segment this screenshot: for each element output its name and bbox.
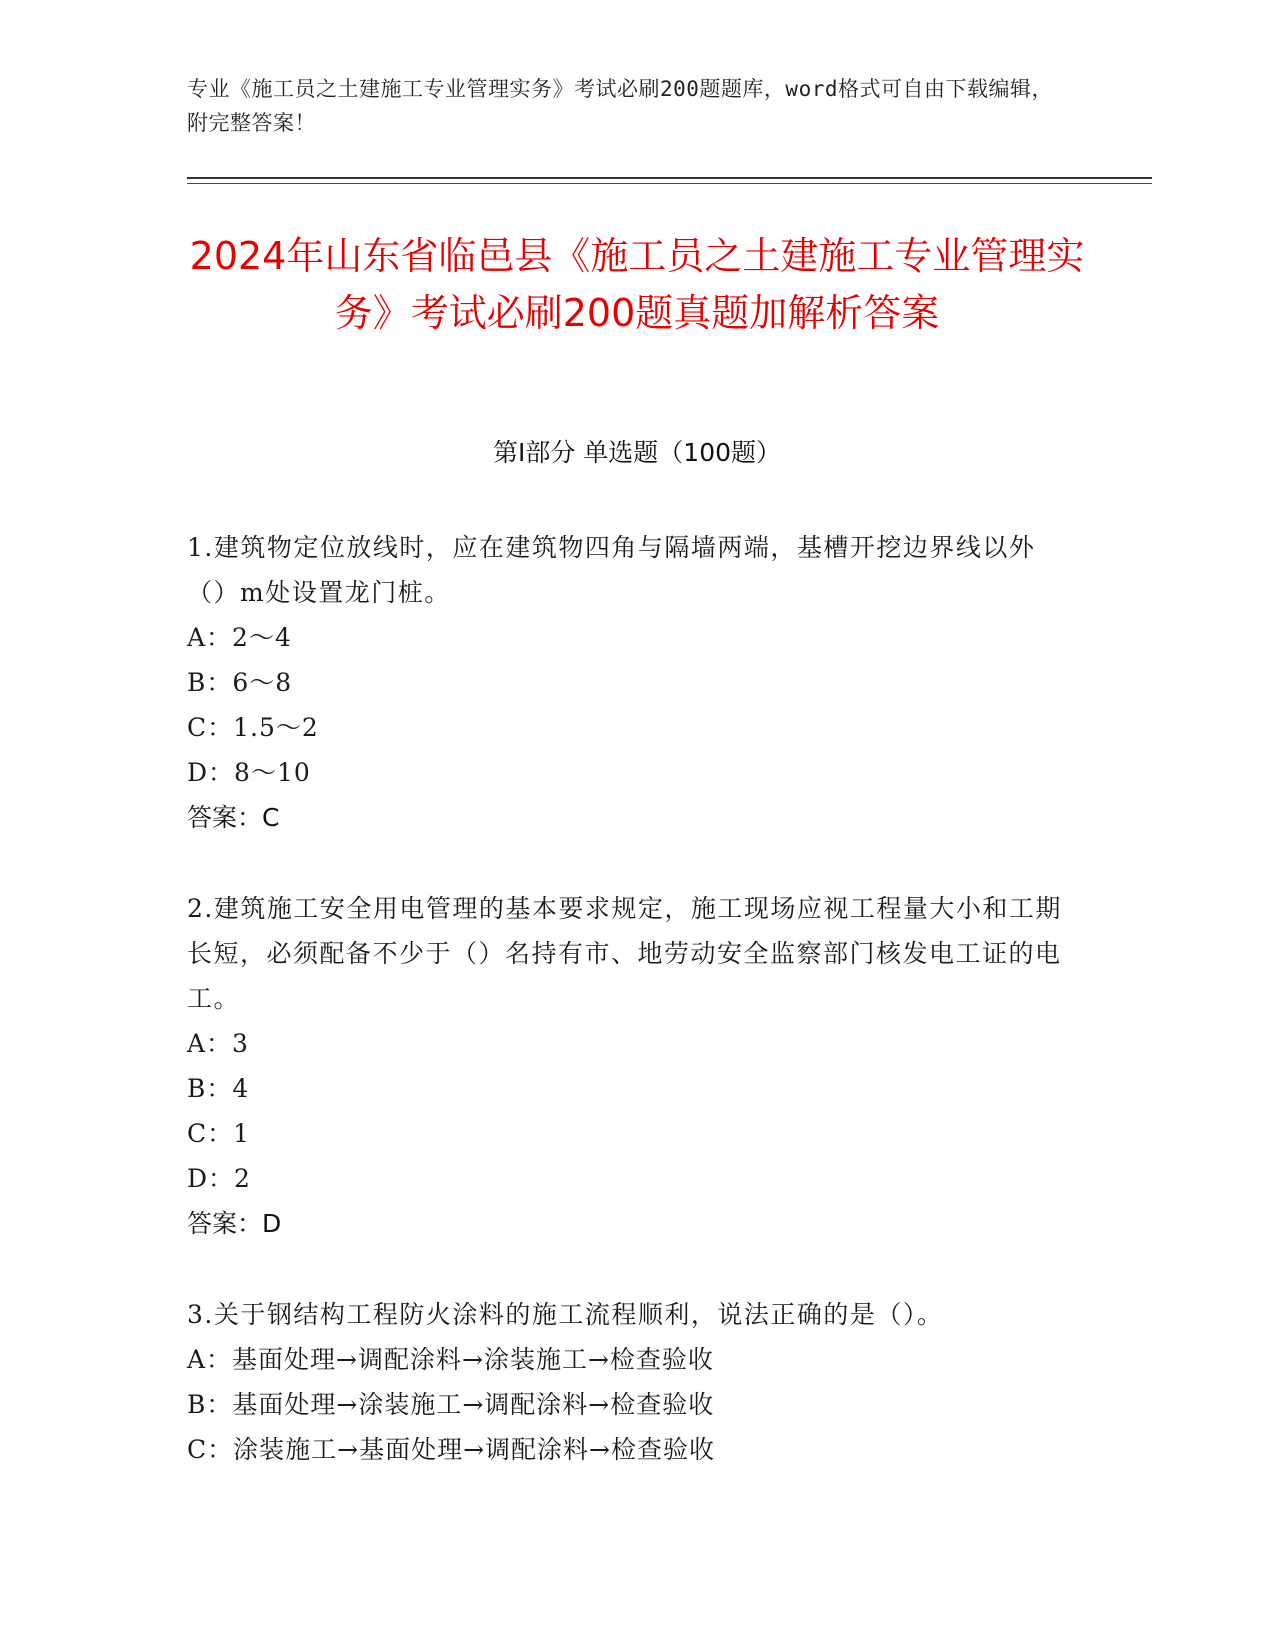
question-stem: 1.建筑物定位放线时，应在建筑物四角与隔墙两端，基槽开挖边界线以外（）m处设置龙门桩。 <box>187 533 1036 607</box>
header-note: 专业《施工员之土建施工专业管理实务》考试必刷200题题库，word格式可自由下载编辑，附完整答案！ <box>187 77 1053 135</box>
option-a: A：基面处理→调配涂料→涂装施工→检查验收 <box>187 1345 714 1374</box>
option-a: A：3 <box>187 1029 249 1058</box>
option-d: D：8～10 <box>187 758 311 787</box>
document-title: 2024年山东省临邑县《施工员之土建施工专业管理实务》考试必刷200题真题加解析答案 <box>189 234 1085 335</box>
option-c: C：1.5～2 <box>187 713 319 742</box>
answer: 答案：C <box>187 803 280 832</box>
option-d: D：2 <box>187 1164 251 1193</box>
question-1 <box>187 525 1067 840</box>
option-b: B：基面处理→涂装施工→调配涂料→检查验收 <box>187 1390 715 1419</box>
option-b: B：4 <box>187 1074 250 1103</box>
question-3 <box>187 1292 1067 1472</box>
section-heading: 第Ⅰ部分 单选题（100题） <box>492 438 782 467</box>
header-divider-thick <box>187 177 1152 179</box>
header-divider-thin <box>187 183 1152 184</box>
question-stem: 3.关于钢结构工程防火涂料的施工流程顺利，说法正确的是（）。 <box>187 1300 944 1329</box>
option-c: C：涂装施工→基面处理→调配涂料→检查验收 <box>187 1435 715 1464</box>
question-stem: 2.建筑施工安全用电管理的基本要求规定，施工现场应视工程量大小和工期长短，必须配备不少于（）名持有市、地劳动安全监察部门核发电工证的电工。 <box>187 894 1062 1013</box>
option-a: A：2～4 <box>187 623 292 652</box>
question-2 <box>187 886 1067 1246</box>
option-c: C：1 <box>187 1119 251 1148</box>
option-b: B：6～8 <box>187 668 293 697</box>
answer: 答案：D <box>187 1209 282 1238</box>
